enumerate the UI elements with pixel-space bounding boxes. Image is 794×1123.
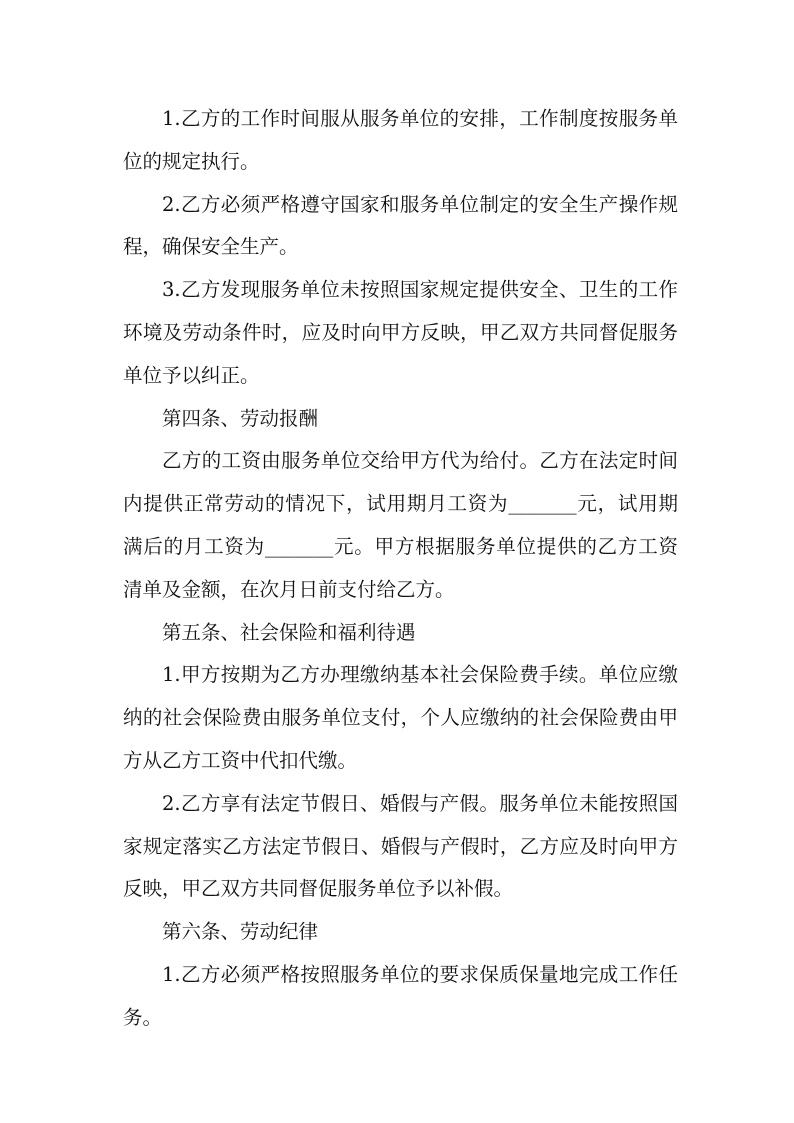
article-5-item-2: 2.乙方享有法定节假日、婚假与产假。服务单位未能按照国家规定落实乙方法定节假日、婚假与产假时，乙方应及时向甲方反映，甲乙双方共同督促服务单位予以补假。: [123, 791, 678, 901]
article-4-body: 乙方的工资由服务单位交给甲方代为给付。乙方在法定时间内提供正常劳动的情况下，试用期月工资为_______元，试用期满后的月工资为_______元。甲方根据服务单位提供的乙方工资清单及金额，在次月日前支付给乙方。: [123, 449, 678, 601]
article-4-heading: 第四条、劳动报酬: [162, 406, 319, 430]
clause-3-item-2: 2.乙方必须严格遵守国家和服务单位制定的安全生产操作规程，确保安全生产。: [123, 192, 678, 259]
document-body: [123, 98, 678, 1040]
article-5-item-1: 1.甲方按期为乙方办理缴纳基本社会保险费手续。单位应缴纳的社会保险费由服务单位支付，个人应缴纳的社会保险费由甲方从乙方工资中代扣代缴。: [123, 663, 678, 772]
article-6-item-1: 1.乙方必须严格按照服务单位的要求保质保量地完成工作任务。: [123, 962, 678, 1029]
clause-3-item-3: 3.乙方发现服务单位未按照国家规定提供安全、卫生的工作环境及劳动条件时，应及时向甲方反映，甲乙双方共同督促服务单位予以纠正。: [123, 278, 678, 387]
clause-3-item-1: 1.乙方的工作时间服从服务单位的安排，工作制度按服务单位的规定执行。: [123, 107, 678, 173]
article-6-heading: 第六条、劳动纪律: [162, 920, 319, 944]
article-5-heading: 第五条、社会保险和福利待遇: [162, 620, 416, 644]
